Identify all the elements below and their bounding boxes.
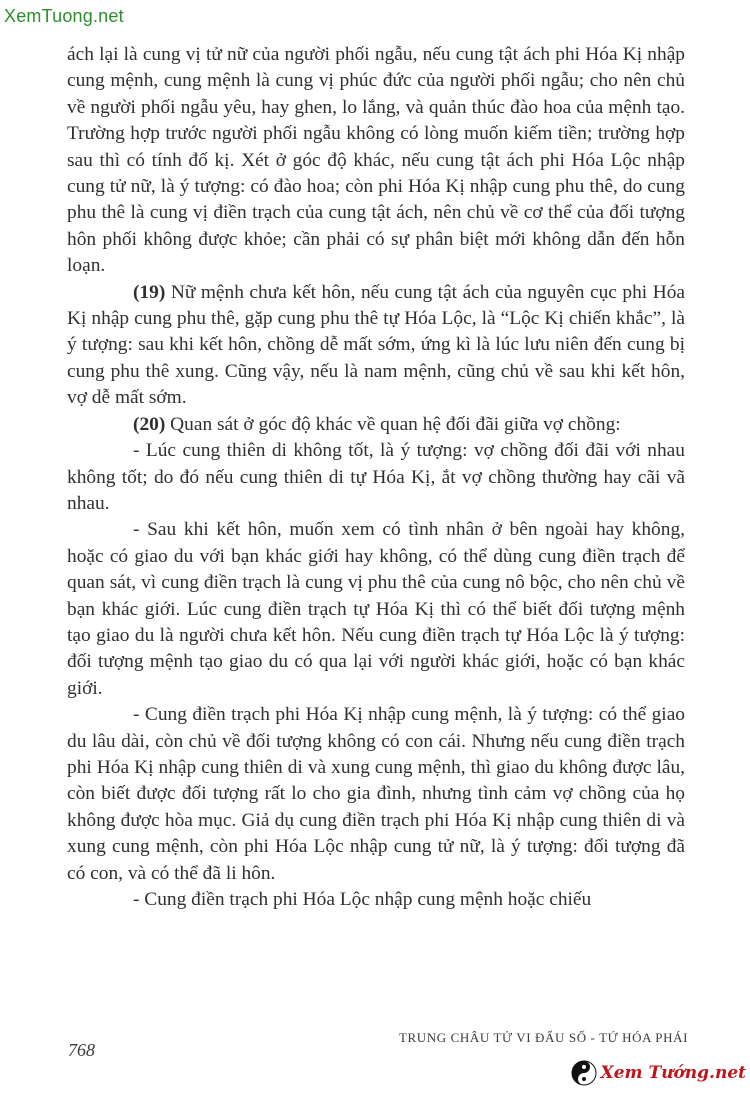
paragraph-19 bbox=[67, 280, 685, 412]
bullet-paragraph: - Sau khi kết hôn, muốn xem có tình nhân ở bên ngoài hay không, hoặc có giao du với bạn khác giới hay không, có thể dùng cung điền trạch để quan sát, vì cung điền trạch là cung vị phu thê của cung nô bộc, cho nên chủ về bạn khác giới. Lúc cung điền trạch tự Hóa Kị thì có thể biết đối tượng mệnh tạo giao du là người chưa kết hôn. Nếu cung điền trạch tự Hóa Lộc là ý tượng: đối tượng mệnh tạo giao du có qua lại với người khác giới, hoặc có bạn khác giới. bbox=[67, 519, 685, 699]
bullet-paragraph: - Cung điền trạch phi Hóa Lộc nhập cung mệnh hoặc chiếu bbox=[133, 889, 592, 910]
paragraph-text: Nữ mệnh chưa kết hôn, nếu cung tật ách của nguyên cục phi Hóa Kị nhập cung phu thê, gặp cung phu thê tự Hóa Lộc, là “Lộc Kị chiến khắc”, là ý tượng: sau khi kết hôn, chồng dễ mất sớm, ứng kì là lúc lưu niên đến cung bị cung phu thê xung. Cũng vậy, nếu là nam mệnh, cũng chủ về sau khi kết hôn, vợ dễ mất sớm. bbox=[67, 281, 685, 409]
yin-yang-icon bbox=[571, 1060, 597, 1086]
paragraph-number: (20) bbox=[133, 413, 166, 435]
logo-text: Xem Tướng.net bbox=[600, 1063, 746, 1083]
paragraph-continuation: ách lại là cung vị tử nữ của người phối ngẫu, nếu cung tật ách phi Hóa Kị nhập cung mệnh, cung mệnh là cung vị phúc đức của người phối ngẫu; cho nên chủ về người phối ngẫu yêu, hay ghen, lo lắng, và quản thúc đào hoa của mệnh tạo. Trường hợp trước người phối ngẫu không có lòng muốn kiếm tiền; trường hợp sau thì có tính đố kị. Xét ở góc độ khác, nếu cung tật ách phi Hóa Lộc nhập cung tử nữ, là ý tượng: có đào hoa; còn phi Hóa Kị nhập cung phu thê, do cung phu thê là cung vị điền trạch của cung tật ách, nên chủ về cơ thể của đối tượng hôn phối không được khỏe; cần phải có sự phân biệt mới không dẫn đến hỗn loạn. bbox=[67, 44, 685, 277]
watermark-top[interactable]: XemTuong.net bbox=[4, 6, 124, 26]
page-body bbox=[67, 42, 685, 913]
bullet-paragraph: - Cung điền trạch phi Hóa Kị nhập cung mệnh, là ý tượng: có thể giao du lâu dài, còn chủ về đối tượng không có con cái. Nhưng nếu cung điền trạch phi Hóa Kị nhập cung thiên di và xung cung mệnh, thì giao du không được lâu, còn biết được đối tượng rất lo cho gia đình, nhưng tình cảm vợ chồng của họ không được hòa mục. Giả dụ cung điền trạch phi Hóa Kị nhập cung thiên di và xung cung mệnh, còn phi Hóa Lộc nhập cung tử nữ, là ý tượng: đối tượng đã có con, và có thể đã li hôn. bbox=[67, 704, 685, 884]
page-number: 768 bbox=[68, 1040, 95, 1060]
paragraph-text: Quan sát ở góc độ khác về quan hệ đối đãi giữa vợ chồng: bbox=[165, 413, 621, 435]
site-logo[interactable] bbox=[571, 1060, 746, 1086]
book-title: TRUNG CHÂU TỬ VI ĐẨU SỐ - TỨ HÓA PHÁI bbox=[398, 1030, 688, 1045]
paragraph-number: (19) bbox=[133, 281, 166, 303]
paragraph-20 bbox=[67, 412, 685, 438]
bullet-paragraph: - Lúc cung thiên di không tốt, là ý tượng: vợ chồng đối đãi với nhau không tốt; do đó nếu cung thiên di tự Hóa Kị, ắt vợ chồng thường hay cãi vã nhau. bbox=[67, 440, 685, 514]
